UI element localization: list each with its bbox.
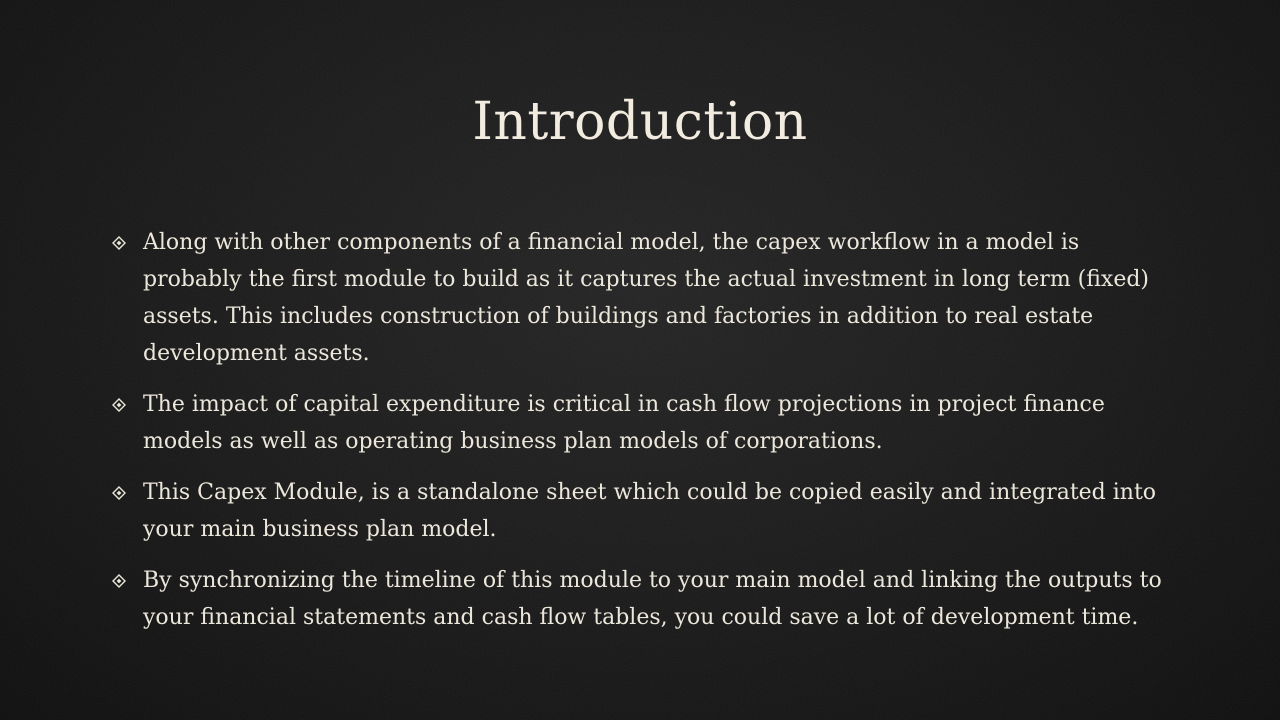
bullet-text: By synchronizing the timeline of this module to your main model and linking the outputs to your financial statements and cash flow tables, you could save a lot of development time. — [143, 568, 1162, 630]
bullet-text: This Capex Module, is a standalone sheet which could be copied easily and integrated into your main business plan model. — [143, 480, 1157, 542]
bullet-list — [112, 224, 1172, 650]
bullet-item — [112, 474, 1172, 548]
bullet-item — [112, 224, 1172, 372]
bullet-text: Along with other components of a financial model, the capex workflow in a model is probably the first module to build as it captures the actual investment in long term (fixed) assets. This includes construction of buildings and factories in addition to real estate development assets. — [143, 230, 1150, 366]
bullet-item — [112, 562, 1172, 636]
diamond-dot-icon — [112, 486, 126, 500]
diamond-dot-icon — [112, 236, 126, 250]
slide-title: Introduction — [472, 92, 808, 152]
diamond-dot-icon — [112, 398, 126, 412]
bullet-item — [112, 386, 1172, 460]
diamond-dot-icon — [112, 574, 126, 588]
bullet-text: The impact of capital expenditure is critical in cash flow projections in project finance models as well as operating business plan models of corporations. — [143, 392, 1105, 454]
